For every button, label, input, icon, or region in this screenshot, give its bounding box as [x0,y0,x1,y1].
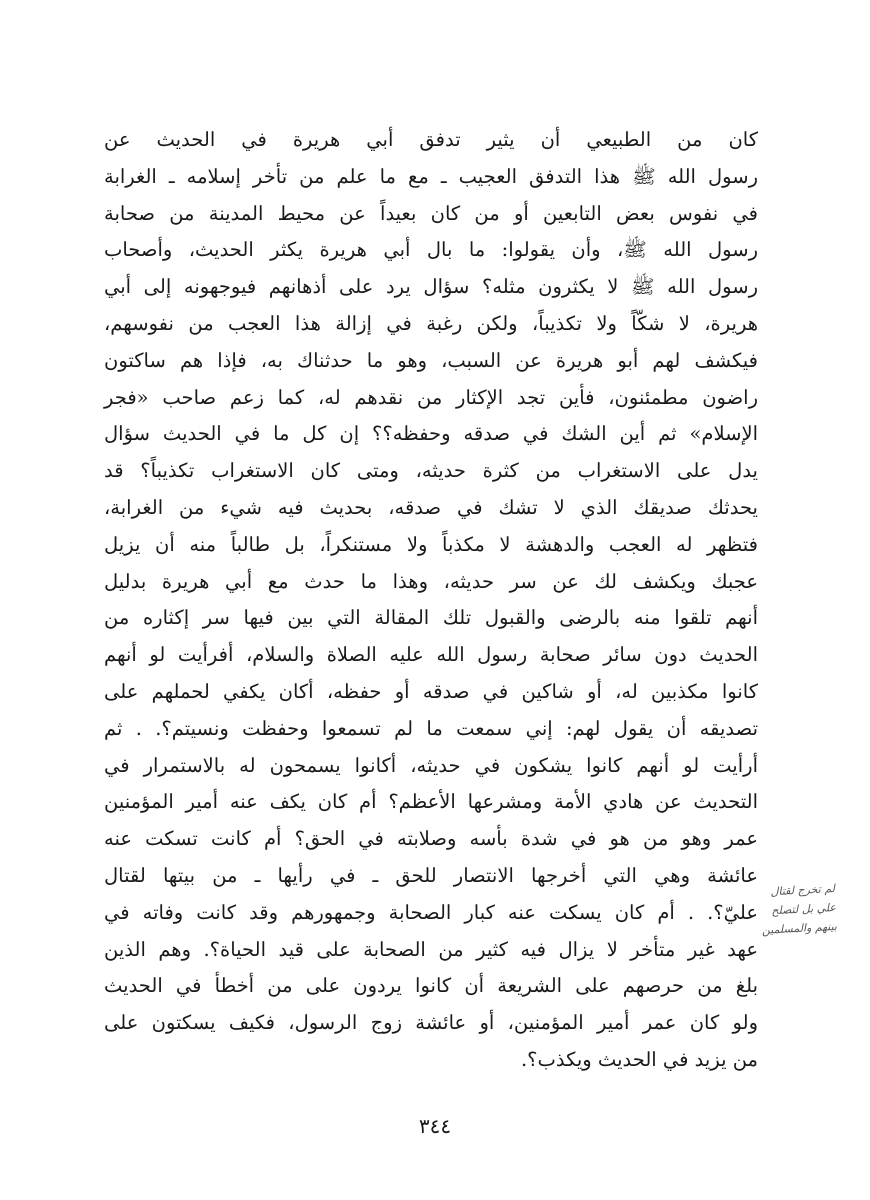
body-line-7: فيكشف لهم أبو هريرة عن السبب، وهو ما حدثناك به، فإذا هم ساكتون [104,348,758,372]
body-line-10: يدل على الاستغراب من كثرة حديثه، ومتى كان الاستغراب تكذيباً؟ قد [104,459,758,483]
body-line-6: هريرة، لا شكّاً ولا تكذيباً، ولكن رغبة في إزالة هذا العجب من نفوسهم، [104,311,758,335]
body-line-8: راضون مطمئنون، فأين تجد الإكثار من نقدهم له، كما زعم صاحب «فجر [104,385,758,409]
body-line-20: عمر وهو من هو في شدة بأسه وصلابته في الحق؟ أم كانت تسكت عنه [104,827,758,851]
body-text [104,122,758,1079]
body-line-5: رسول الله ﷺ لا يكثرون مثله؟ سؤال يرد على أذهانهم فيوجهونه إلى أبي [104,275,758,299]
body-line-19: التحديث عن هادي الأمة ومشرعها الأعظم؟ أم كان يكف عنه أمير المؤمنين [104,790,758,814]
handwritten-margin-note [717,879,838,942]
body-line-26: من يزيد في الحديث ويكذب؟. [520,1047,758,1071]
body-line-14: أنهم تلقوا منه بالرضى والقبول تلك المقالة التي بين فيها سر إكثاره من [104,606,758,630]
margin-note-line-3: بينهم والمسلمين [761,919,838,937]
body-line-1: كان من الطبيعي أن يثير تدفق أبي هريرة في الحديث عن [104,128,758,151]
body-line-23: عهد غير متأخر لا يزال فيه كثير من الصحابة على قيد الحياة؟. وهم الذين [104,937,758,961]
body-line-18: أرأيت لو أنهم كانوا يشكون في حديثه، أكانوا يسمحون له بالاستمرار في [104,753,758,777]
body-line-25: ولو كان عمر أمير المؤمنين، أو عائشة زوج الرسول، فكيف يسكتون على [104,1011,758,1035]
body-line-3: في نفوس بعض التابعين أو من كان بعيداً عن محيط المدينة من صحابة [104,201,758,225]
body-line-22: عليّ؟. . أم كان يسكت عنه كبار الصحابة وجمهورهم وقد كانت وفاته في [104,900,758,924]
body-line-12: فتظهر له العجب والدهشة لا مكذباً ولا مستنكراً، بل طالباً منه أن يزيل [104,532,758,556]
body-line-17: تصديقه أن يقول لهم: إني سمعت ما لم تسمعوا وحفظت ونسيتم؟. . ثم [104,716,758,740]
body-line-21: عائشة وهي التي أخرجها الانتصار للحق ـ في رأيها ـ من بيتها لقتال [104,863,758,887]
body-line-15: الحديث دون سائر صحابة رسول الله عليه الصلاة والسلام، أفرأيت لو أنهم [104,643,758,667]
body-line-9: الإسلام» ثم أين الشك في صدقه وحفظه؟؟ إن كل ما في الحديث سؤال [104,422,758,446]
body-line-13: عجبك ويكشف لك عن سر حديثه، وهذا ما حدث مع أبي هريرة بدليل [104,569,758,593]
margin-note-line-2: علي بل لتصلح [770,900,837,918]
body-line-16: كانوا مكذبين له، أو شاكين في صدقه أو حفظه، أكان يكفي لحملهم على [104,679,758,703]
margin-note-line-1: لم تخرج لقتال [770,881,836,899]
body-line-2: رسول الله ﷺ هذا التدفق العجيب ـ مع ما علم من تأخر إسلامه ـ الغرابة [104,164,758,188]
body-line-4: رسول الله ﷺ، وأن يقولوا: ما بال أبي هريرة يكثر الحديث، وأصحاب [104,238,758,262]
page-number: ٣٤٤ [418,1114,452,1138]
body-line-11: يحدثك صديقك الذي لا تشك في صدقه، بحديث فيه شيء من الغرابة، [104,495,758,519]
body-line-24: بلغ من حرصهم على الشريعة أن كانوا يردون على من أخطأ في الحديث [104,974,758,998]
